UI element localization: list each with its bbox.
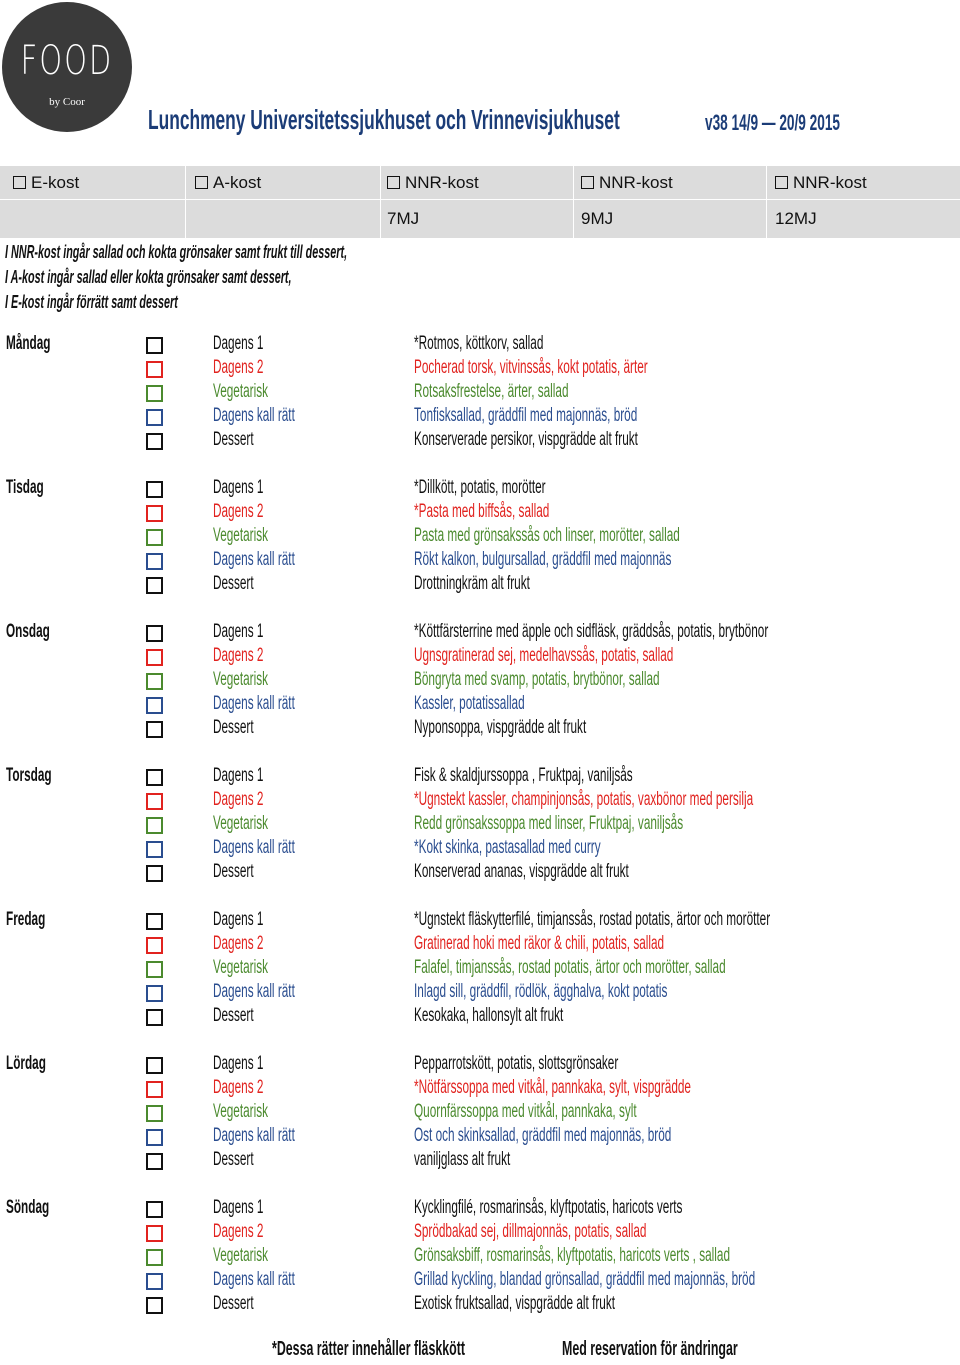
- menu-row[interactable]: [0, 1197, 960, 1221]
- menu-dish: vaniljglass alt frukt: [414, 1149, 511, 1170]
- menu-dish: Gratinerad hoki med räkor & chili, potatis, sallad: [414, 933, 665, 954]
- kost-notes: [5, 240, 575, 315]
- checkbox-icon[interactable]: [146, 505, 163, 522]
- kost-option-a[interactable]: A-kost: [195, 166, 261, 199]
- menu-row[interactable]: [0, 429, 960, 453]
- day-label: Tisdag: [6, 477, 44, 498]
- menu-row[interactable]: [0, 837, 960, 861]
- menu-dish: Inlagd sill, gräddfil, rödlök, ägghalva, kokt potatis: [414, 981, 668, 1002]
- menu-category: Vegetarisk: [213, 381, 269, 402]
- menu-dish: Konserverad ananas, vispgrädde alt frukt: [414, 861, 629, 882]
- menu-dish: Rökt kalkon, bulgursallad, gräddfil med majonnäs: [414, 549, 672, 570]
- menu-row[interactable]: [0, 1269, 960, 1293]
- checkbox-icon[interactable]: [581, 176, 594, 189]
- menu-row[interactable]: [0, 1005, 960, 1029]
- menu-row[interactable]: [0, 933, 960, 957]
- menu-row[interactable]: [0, 1149, 960, 1173]
- menu-dish: Tonfisksallad, gräddfil med majonnäs, bröd: [414, 405, 638, 426]
- checkbox-icon[interactable]: [146, 385, 163, 402]
- menu-dish: Quornfärssoppa med vitkål, pannkaka, sylt: [414, 1101, 637, 1122]
- menu-category: Dessert: [213, 861, 254, 882]
- menu-category: Dagens 1: [213, 477, 264, 498]
- day-label: Måndag: [6, 333, 51, 354]
- checkbox-icon[interactable]: [146, 793, 163, 810]
- menu-category: Dagens 2: [213, 357, 264, 378]
- kost-option-nnr-12[interactable]: NNR-kost: [775, 166, 867, 199]
- menu-category: Dagens 2: [213, 501, 264, 522]
- kost-energy: 7MJ: [387, 209, 420, 228]
- checkbox-icon[interactable]: [146, 1201, 163, 1218]
- menu-category: Vegetarisk: [213, 669, 269, 690]
- checkbox-icon[interactable]: [146, 625, 163, 642]
- menu-row[interactable]: [0, 693, 960, 717]
- checkbox-icon[interactable]: [146, 361, 163, 378]
- menu-category: Dagens 1: [213, 333, 264, 354]
- menu-row[interactable]: [0, 717, 960, 741]
- menu-dish: *Köttfärsterrine med äpple och sidfläsk, gräddsås, potatis, brytbönor: [414, 621, 769, 642]
- menu-row[interactable]: [0, 525, 960, 549]
- kost-energy: 12MJ: [775, 209, 817, 228]
- menu-row[interactable]: [0, 333, 960, 357]
- menu-row[interactable]: [0, 357, 960, 381]
- menu-category: Dessert: [213, 1149, 254, 1170]
- menu-row[interactable]: [0, 477, 960, 501]
- checkbox-icon[interactable]: [146, 409, 163, 426]
- menu-dish: Falafel, timjanssås, rostad potatis, ärtor och morötter, sallad: [414, 957, 726, 978]
- checkbox-icon[interactable]: [146, 961, 163, 978]
- kost-option-e[interactable]: E-kost: [13, 166, 79, 199]
- menu-category: Vegetarisk: [213, 1245, 269, 1266]
- checkbox-icon[interactable]: [146, 1057, 163, 1074]
- menu-dish: Kycklingfilé, rosmarinsås, klyftpotatis, haricots verts: [414, 1197, 683, 1218]
- checkbox-icon[interactable]: [146, 649, 163, 666]
- menu-category: Dessert: [213, 717, 254, 738]
- checkbox-icon[interactable]: [146, 577, 163, 594]
- checkbox-icon[interactable]: [146, 769, 163, 786]
- week-range: v38 14/9 — 20/9 2015: [705, 110, 840, 135]
- menu-row[interactable]: [0, 1101, 960, 1125]
- menu-category: Dagens 2: [213, 1221, 264, 1242]
- checkbox-icon[interactable]: [146, 937, 163, 954]
- food-by-coor-logo: [2, 2, 132, 132]
- day-label: Söndag: [6, 1197, 50, 1218]
- menu-category: Dagens 1: [213, 765, 264, 786]
- menu-category: Dagens 2: [213, 933, 264, 954]
- logo-word: FOOD: [20, 38, 114, 84]
- menu-category: Dagens 1: [213, 621, 264, 642]
- menu-row[interactable]: [0, 549, 960, 573]
- menu-category: Dagens kall rätt: [213, 549, 295, 570]
- menu-category: Dagens 1: [213, 909, 264, 930]
- menu-dish: Grönsaksbiff, rosmarinsås, klyftpotatis, haricots verts , sallad: [414, 1245, 730, 1266]
- menu-dish: Böngryta med svamp, potatis, brytbönor, sallad: [414, 669, 660, 690]
- menu-row[interactable]: [0, 1053, 960, 1077]
- checkbox-icon[interactable]: [146, 1297, 163, 1314]
- menu-dish: Ugnsgratinerad sej, medelhavssås, potatis, sallad: [414, 645, 674, 666]
- menu-row[interactable]: [0, 909, 960, 933]
- checkbox-icon[interactable]: [146, 1105, 163, 1122]
- checkbox-icon[interactable]: [146, 1009, 163, 1026]
- menu-dish: Kesokaka, hallonsylt alt frukt: [414, 1005, 564, 1026]
- checkbox-icon[interactable]: [195, 176, 208, 189]
- menu-dish: *Rotmos, köttkorv, sallad: [414, 333, 544, 354]
- checkbox-icon[interactable]: [146, 817, 163, 834]
- menu-row[interactable]: [0, 621, 960, 645]
- checkbox-icon[interactable]: [146, 1249, 163, 1266]
- menu-row[interactable]: [0, 813, 960, 837]
- checkbox-icon[interactable]: [146, 841, 163, 858]
- menu-dish: Pasta med grönsakssås och linser, morötter, sallad: [414, 525, 680, 546]
- menu-dish: Ost och skinksallad, gräddfil med majonnäs, bröd: [414, 1125, 672, 1146]
- page-title: Lunchmeny Universitetssjukhuset och Vrinnevisjukhuset: [148, 104, 620, 135]
- menu-dish: Fisk & skaldjurssoppa , Fruktpaj, vaniljsås: [414, 765, 633, 786]
- logo-byline: by Coor: [49, 96, 85, 108]
- menu-category: Dagens kall rätt: [213, 1269, 295, 1290]
- menu-category: Vegetarisk: [213, 525, 269, 546]
- menu-category: Dessert: [213, 1005, 254, 1026]
- checkbox-icon[interactable]: [146, 1153, 163, 1170]
- menu-row[interactable]: [0, 381, 960, 405]
- menu-category: Vegetarisk: [213, 813, 269, 834]
- checkbox-icon[interactable]: [146, 1273, 163, 1290]
- menu-dish: Kassler, potatissallad: [414, 693, 525, 714]
- menu-row[interactable]: [0, 645, 960, 669]
- checkbox-icon[interactable]: [146, 553, 163, 570]
- kost-option-nnr-7[interactable]: NNR-kost: [387, 166, 479, 199]
- checkbox-icon[interactable]: [146, 1225, 163, 1242]
- reservation-note: Med reservation för ändringar: [562, 1338, 738, 1360]
- menu-row[interactable]: [0, 1125, 960, 1149]
- menu-dish: *Dillkött, potatis, morötter: [414, 477, 546, 498]
- checkbox-icon[interactable]: [146, 721, 163, 738]
- menu-category: Dagens 2: [213, 1077, 264, 1098]
- menu-row[interactable]: [0, 1077, 960, 1101]
- checkbox-icon[interactable]: [146, 529, 163, 546]
- checkbox-icon[interactable]: [146, 1081, 163, 1098]
- checkbox-icon[interactable]: [146, 481, 163, 498]
- day-label: Lördag: [6, 1053, 46, 1074]
- menu-category: Dagens kall rätt: [213, 693, 295, 714]
- menu-category: Vegetarisk: [213, 1101, 269, 1122]
- pork-footnote: *Dessa rätter innehåller fläskkött: [272, 1338, 465, 1360]
- menu-dish: Drottningkräm alt frukt: [414, 573, 530, 594]
- menu-dish: Konserverade persikor, vispgrädde alt frukt: [414, 429, 638, 450]
- checkbox-icon[interactable]: [146, 433, 163, 450]
- menu-row[interactable]: [0, 765, 960, 789]
- day-label: Onsdag: [6, 621, 50, 642]
- kost-table: [0, 166, 960, 238]
- checkbox-icon[interactable]: [146, 1129, 163, 1146]
- menu-row[interactable]: [0, 1293, 960, 1317]
- menu-dish: Redd grönsakssoppa med linser, Fruktpaj, vaniljsås: [414, 813, 684, 834]
- checkbox-icon[interactable]: [146, 913, 163, 930]
- menu-category: Dessert: [213, 573, 254, 594]
- menu-dish: *Ugnstekt fläskytterfilé, timjanssås, rostad potatis, ärtor och morötter: [414, 909, 771, 930]
- menu-category: Dagens kall rätt: [213, 837, 295, 858]
- checkbox-icon[interactable]: [146, 985, 163, 1002]
- menu-dish: Pepparrotskött, potatis, slottsgrönsaker: [414, 1053, 619, 1074]
- menu-dish: Exotisk fruktsallad, vispgrädde alt frukt: [414, 1293, 616, 1314]
- menu-category: Dagens kall rätt: [213, 405, 295, 426]
- menu-row[interactable]: [0, 669, 960, 693]
- menu-category: Dagens 2: [213, 789, 264, 810]
- checkbox-icon[interactable]: [146, 337, 163, 354]
- menu-row[interactable]: [0, 1221, 960, 1245]
- menu-category: Dagens 1: [213, 1197, 264, 1218]
- menu-category: Dessert: [213, 1293, 254, 1314]
- kost-energy: 9MJ: [581, 209, 614, 228]
- menu-category: Vegetarisk: [213, 957, 269, 978]
- checkbox-icon[interactable]: [146, 673, 163, 690]
- menu-category: Dessert: [213, 429, 254, 450]
- menu-dish: Sprödbakad sej, dillmajonnäs, potatis, sallad: [414, 1221, 647, 1242]
- menu-row[interactable]: [0, 957, 960, 981]
- menu-row[interactable]: [0, 789, 960, 813]
- menu-dish: Pocherad torsk, vitvinssås, kokt potatis, ärter: [414, 357, 648, 378]
- checkbox-icon[interactable]: [13, 176, 26, 189]
- menu-dish: *Kokt skinka, pastasallad med curry: [414, 837, 601, 858]
- day-label: Torsdag: [6, 765, 52, 786]
- checkbox-icon[interactable]: [146, 697, 163, 714]
- menu-row[interactable]: [0, 573, 960, 597]
- menu-row[interactable]: [0, 405, 960, 429]
- checkbox-icon[interactable]: [775, 176, 788, 189]
- menu-dish: *Nötfärssoppa med vitkål, pannkaka, sylt, vispgrädde: [414, 1077, 691, 1098]
- menu-row[interactable]: [0, 861, 960, 885]
- checkbox-icon[interactable]: [146, 865, 163, 882]
- note-line: I E-kost ingår förrätt samt dessert: [5, 292, 178, 312]
- menu-category: Dagens kall rätt: [213, 1125, 295, 1146]
- menu-row[interactable]: [0, 1245, 960, 1269]
- menu-dish: Nyponsoppa, vispgrädde alt frukt: [414, 717, 587, 738]
- menu-category: Dagens kall rätt: [213, 981, 295, 1002]
- menu-dish: *Pasta med biffsås, sallad: [414, 501, 550, 522]
- menu-category: Dagens 2: [213, 645, 264, 666]
- menu-category: Dagens 1: [213, 1053, 264, 1074]
- menu-row[interactable]: [0, 981, 960, 1005]
- note-line: I A-kost ingår sallad eller kokta grönsaker samt dessert,: [5, 267, 292, 287]
- menu-dish: Rotsaksfrestelse, ärter, sallad: [414, 381, 569, 402]
- menu-dish: Grillad kyckling, blandad grönsallad, gräddfil med majonnäs, bröd: [414, 1269, 756, 1290]
- day-label: Fredag: [6, 909, 46, 930]
- menu-dish: *Ugnstekt kassler, champinjonsås, potatis, vaxbönor med persilja: [414, 789, 754, 810]
- note-line: I NNR-kost ingår sallad och kokta grönsaker samt frukt till dessert,: [5, 242, 348, 262]
- menu-row[interactable]: [0, 501, 960, 525]
- kost-option-nnr-9[interactable]: NNR-kost: [581, 166, 673, 199]
- checkbox-icon[interactable]: [387, 176, 400, 189]
